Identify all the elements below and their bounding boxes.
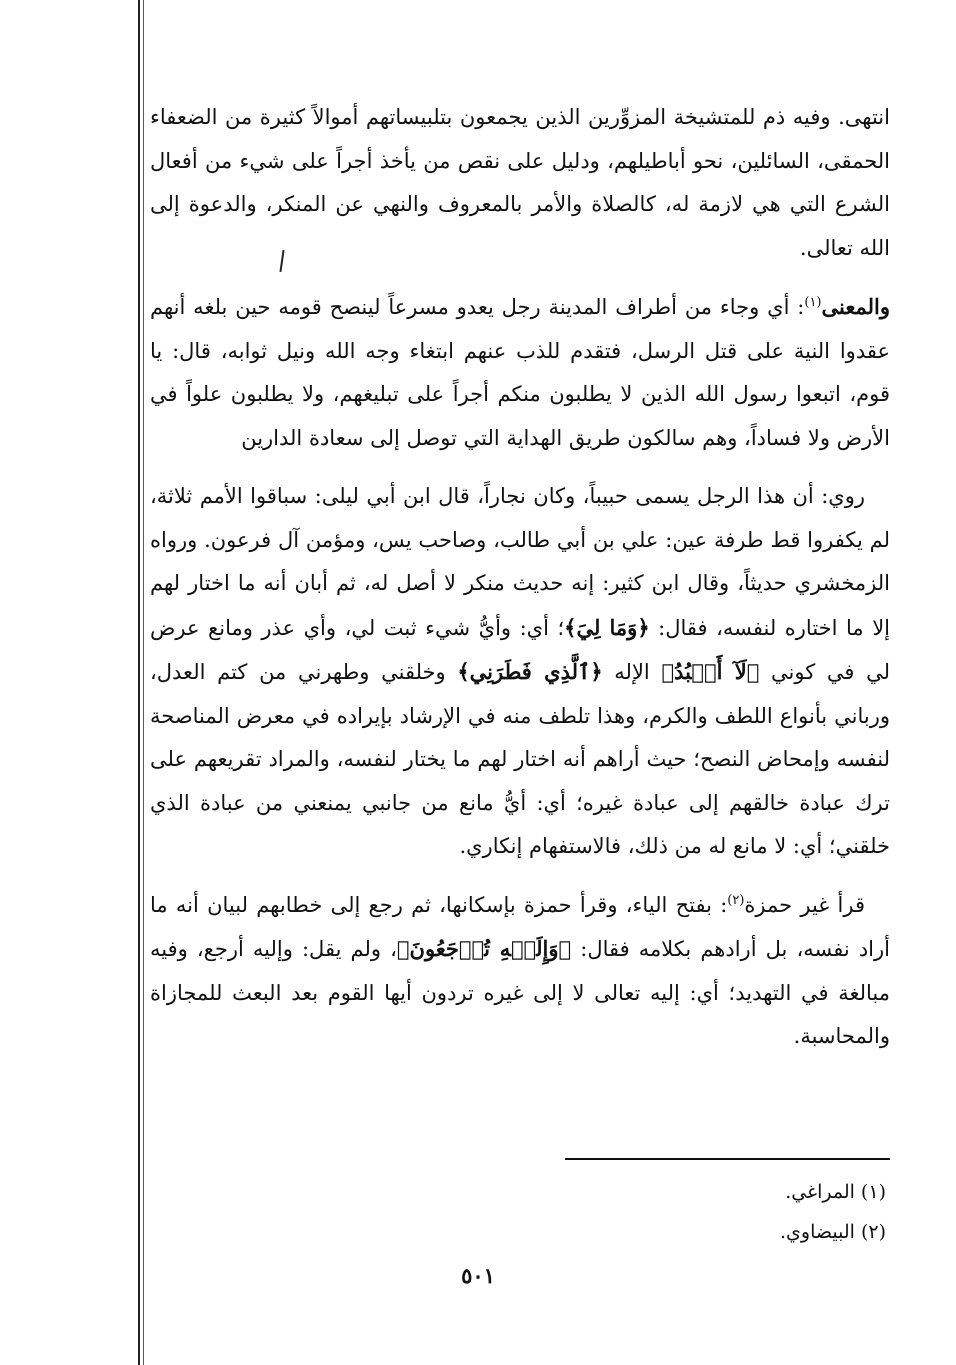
paragraph-1 xyxy=(150,96,890,270)
paragraph-3-text-c: الإله xyxy=(602,660,662,684)
paragraph-2-lead: والمعنى xyxy=(821,294,890,319)
scan-edge-line xyxy=(138,0,140,1365)
paragraph-3-text-b: ؛ أي: وأيُّ شيء ثبت لي، وأي عذر ومانع عرض لي في كوني xyxy=(150,615,890,684)
footnote-2: (٢) البيضاوي. xyxy=(780,1221,886,1243)
paragraph-2-text: : أي وجاء من أطراف المدينة رجل يعدو مسرعاً لينصح قومه حين بلغه أنهم عقدوا النية على قتل الرسل، فتقدم للذب عنهم ابتغاء وجه الله ونيل ثوابه، قال: يا قوم، اتبعوا رسول الله الذين لا يطلبون منكم أجراً على تبليغهم، ولا يطلبون علواً في الأرض ولا فساداً، وهم سالكون طريق الهداية التي توصل إلى سعادة الدارين xyxy=(150,295,890,450)
paragraph-4-text-c: ، ولم يقل: وإليه أرجع، وفيه مبالغة في التهديد؛ أي: إليه تعالى لا إلى غيره تردون أيها القوم بعد البعث للمجازاة والمحاسبة. xyxy=(150,937,890,1048)
paragraph-4-text-a: قرأ غير حمزة xyxy=(744,892,865,917)
paragraph-3-text-d: وخلقني وطهرني من كتم العدل، ورباني بأنواع اللطف والكرم، وهذا تلطف منه في الإرشاد بإيراده في معرض المناصحة لنفسه وإمحاض النصح؛ حيث أراهم أنه اختار لهم ما يختار لنفسه، والمراد تقريعهم على ترك عبادة خالقهم إلى عبادة غيره؛ أي: أيُّ مانع من جانبي يمنعني من عبادة الذي خلقني؛ أي: لا مانع له من ذلك، فالاستفهام إنكاري. xyxy=(150,660,890,858)
page-number: ٥٠١ xyxy=(461,1263,495,1288)
main-text xyxy=(150,96,890,1059)
paragraph-4 xyxy=(150,884,890,1059)
footnotes xyxy=(486,1172,886,1252)
quran-quote-wa-ilayhi-turjaun: ﴿وَإِلَيۡهِ تُرۡجَعُونَ﴾ xyxy=(396,936,572,961)
footnote-1: (١) المراغي. xyxy=(785,1181,886,1203)
quran-quote-wama-liya: ﴿وَمَا لِيَ﴾ xyxy=(564,614,650,640)
quran-quote-la-aabud: ﴿لَآ أَعۡبُدُ﴾ xyxy=(661,659,760,684)
footnote-ref-2: (٢) xyxy=(727,892,745,908)
paragraph-3-text-a: روي: أن هذا الرجل يسمى حبيباً، وكان نجاراً، قال ابن أبي ليلى: سباقوا الأمم ثلاثة، لم يكفروا قط طرفة عين: علي بن أبي طالب، وصاحب يس، ومؤمن آل فرعون. ورواه الزمخشري حديثاً، وقال ابن كثير: إنه حديث منكر لا أصل له، ثم أبان أنه ما اختار لهم إلا ما اختاره لنفسه، فقال: xyxy=(150,484,890,640)
paragraph-2 xyxy=(150,285,890,460)
quran-quote-alladhi-fatarani: ﴿ٱلَّذِي فَطَرَنِي﴾ xyxy=(457,659,603,684)
paragraph-4-text-b: : بفتح الياء، وقرأ حمزة بإسكانها، ثم رجع إلى خطابهم لبيان أنه ما أراد نفسه، بل أرادهم بكلامه فقال: xyxy=(150,892,890,961)
footnote-separator xyxy=(565,1158,890,1160)
footnote-ref-1: (١) xyxy=(804,295,822,310)
paragraph-1-text: انتهى. وفيه ذم للمتشيخة المزوِّرين الذين يجمعون بتلبيساتهم أموالاً كثيرة من الضعفاء الحمقى، السائلين، نحو أباطيلهم، ودليل على نقص من يأخذ أجراً على شيء من أفعال الشرع التي هي لازمة له، كالصلاة والأمر بالمعروف والنهي عن المنكر، والدعوة إلى الله تعالى. xyxy=(150,105,890,260)
paragraph-3 xyxy=(150,475,890,869)
scan-edge-line-secondary xyxy=(143,0,144,1365)
